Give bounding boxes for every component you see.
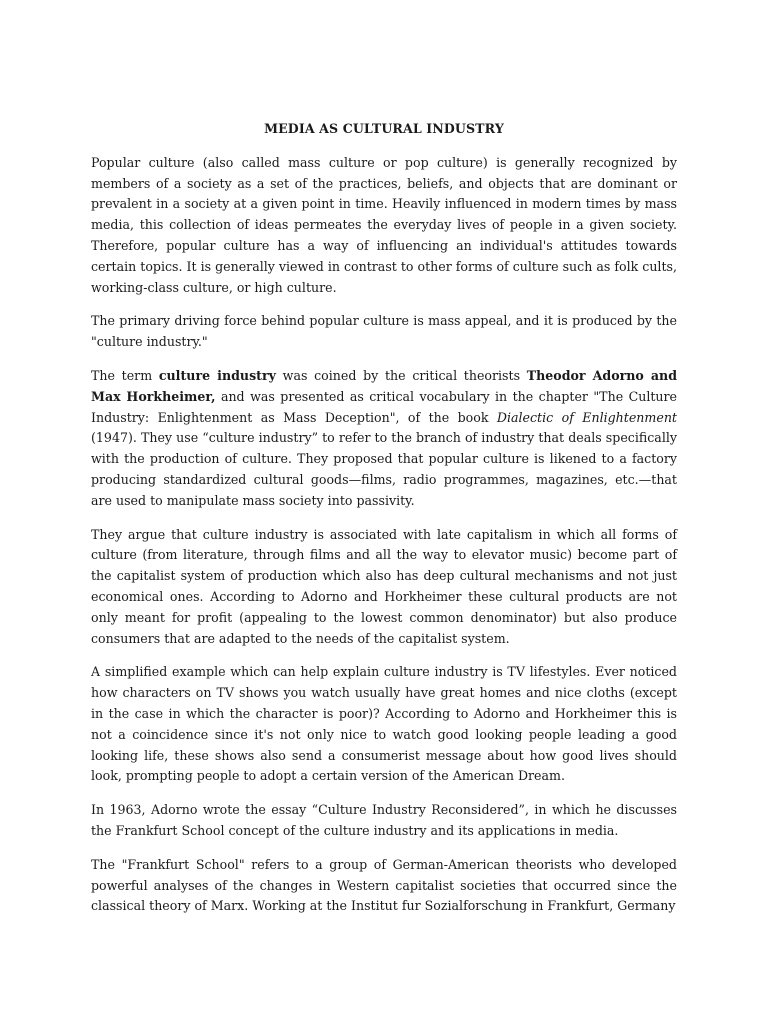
bold-theorists: Theodor Adorno and Max Horkheimer, [91,367,677,404]
italic-book-title: Dialectic of Enlightenment [496,409,677,425]
text-run: (1947). They use “culture industry” to refer to the branch of industry that deals specifically with the production of culture. They proposed that popular culture is likened to a factory producing standardized cultural goods—films, radio programmes, magazines, etc.—that are used to manipulate mass society into passivity. [91,430,677,508]
paragraph-driving-force: The primary driving force behind popular culture is mass appeal, and it is produced by the "culture industry." [91,313,677,350]
paragraph-tv-lifestyles: A simplified example which can help explain culture industry is TV lifestyles. Ever noticed how characters on TV shows you watch usually have great homes and nice cloths (except in the case in which the character is poor)? According to Adorno and Horkheimer this is not a coincidence since it's not only nice to watch good looking people leading a good looking life, these shows also send a consumerist message about how good lives should look, prompting people to adopt a certain version of the American Dream. [91,664,677,784]
bold-term: culture industry [158,367,276,383]
text-run: The term [91,367,159,383]
document-page [91,119,677,930]
text-run: was coined by the critical theorists [275,367,527,383]
paragraph-term-culture-industry [91,366,677,512]
paragraph-popular-culture: Popular culture (also called mass culture or pop culture) is generally recognized by members of a society as a set of the practices, beliefs, and objects that are dominant or prevalent in a society at a given point in time. Heavily influenced in modern times by mass media, this collection of ideas permeates the everyday lives of people in a given society. Therefore, popular culture has a way of influencing an individual's attitudes towards certain topics. It is generally viewed in contrast to other forms of culture such as folk cults, working-class culture, or high culture. [91,154,677,295]
document-title: MEDIA AS CULTURAL INDUSTRY [264,121,504,136]
paragraph-late-capitalism: They argue that culture industry is associated with late capitalism in which all forms of culture (from literature, through films and all the way to elevator music) become part of the capitalist system of production which also has deep cultural mechanisms and not just economical ones. According to Adorno and Horkheimer these cultural products are not only meant for profit (appealing to the lowest common denominator) but also produce consumers that are adapted to the needs of the capitalist system. [91,526,677,646]
paragraph-adorno-1963: In 1963, Adorno wrote the essay “Culture Industry Reconsidered”, in which he discusses the Frankfurt School concept of the culture industry and its applications in media. [91,802,677,838]
text-run: and was presented as critical vocabulary in the chapter "The Culture Industry: Enlightenment as Mass Deception", of the book [91,388,678,425]
paragraph-frankfurt-school: The "Frankfurt School" refers to a group of German-American theorists who developed powerful analyses of the changes in Western capitalist societies that occurred since the classical theory of Marx. Working at the Institut fur Sozialforschung in Frankfurt, Germany [91,856,677,914]
